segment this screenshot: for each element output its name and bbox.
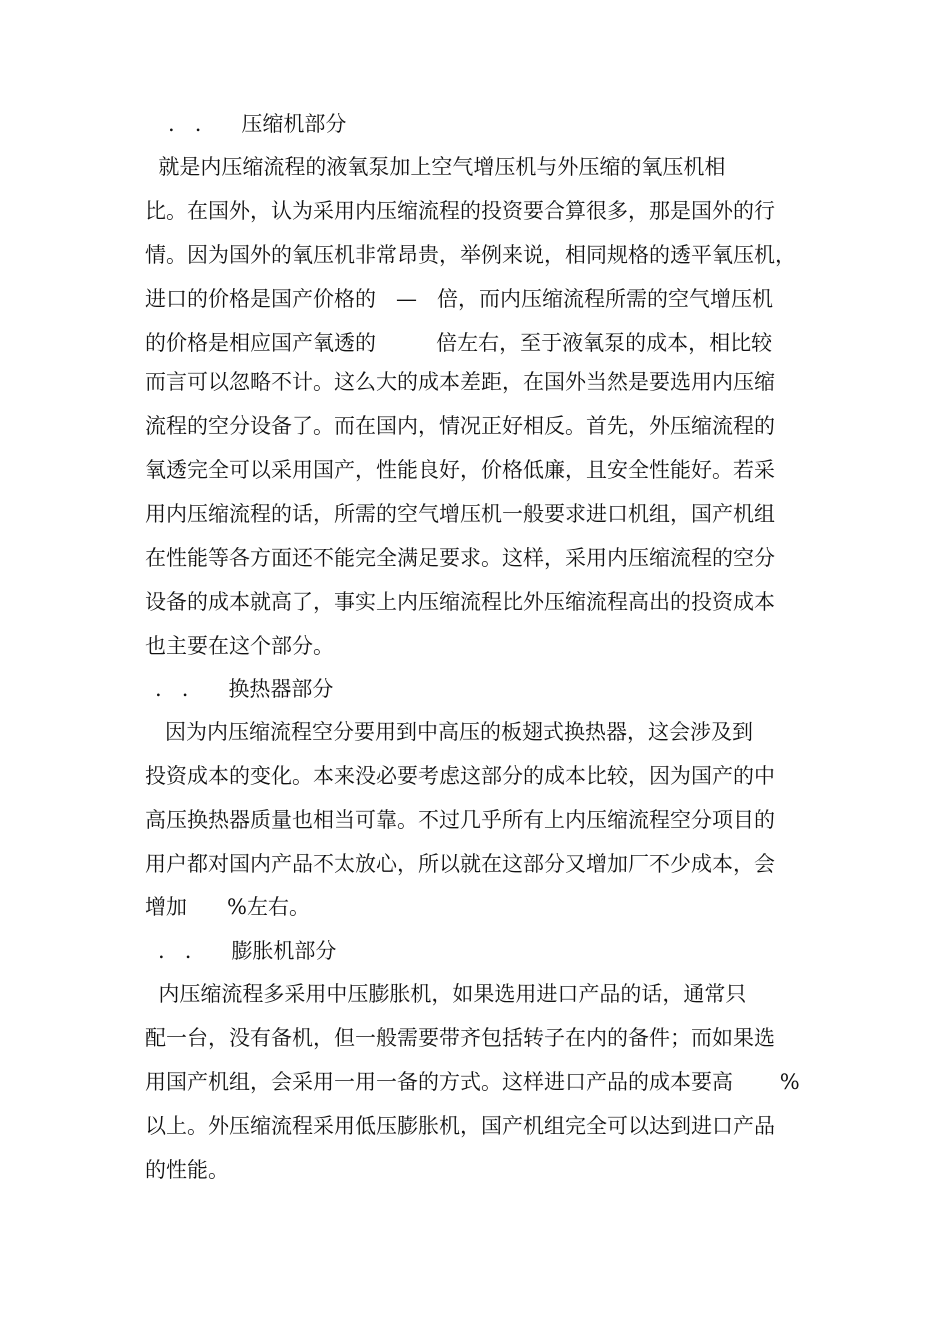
body-line: 情。因为国外的氧压机非常昂贵，举例来说，相同规格的透平氧压机， <box>145 243 796 267</box>
body-line: 而言可以忽略不计。这么大的成本差距，在国外当然是要选用内压缩 <box>145 370 775 394</box>
body-line: 就是内压缩流程的液氧泵加上空气增压机与外压缩的氧压机相 <box>145 155 726 179</box>
body-line: 的价格是相应国产氧透的 倍左右，至于液氧泵的成本，相比较 <box>145 331 773 355</box>
body-line: 比。在国外，认为采用内压缩流程的投资要合算很多，那是国外的行 <box>145 199 775 223</box>
body-line: 也主要在这个部分。 <box>145 634 334 658</box>
body-line: 配一台，没有备机，但一般需要带齐包括转子在内的备件；而如果选 <box>145 1026 775 1050</box>
body-line: 进口的价格是国产价格的 — 倍，而内压缩流程所需的空气增压机 <box>145 287 774 311</box>
section-heading-heat-exchanger: . . 换热器部分 <box>155 677 334 701</box>
body-line: 用国产机组，会采用一用一备的方式。这样进口产品的成本要高 % <box>145 1070 800 1094</box>
body-line: 内压缩流程多采用中压膨胀机，如果选用进口产品的话，通常只 <box>145 982 747 1006</box>
body-line: 以上。外压缩流程采用低压膨胀机，国产机组完全可以达到进口产品 <box>145 1114 775 1138</box>
body-line: 投资成本的变化。本来没必要考虑这部分的成本比较，因为国产的中 <box>145 764 775 788</box>
body-line: 用内压缩流程的话，所需的空气增压机一般要求进口机组，国产机组 <box>145 502 775 526</box>
body-line: 氧透完全可以采用国产，性能良好，价格低廉，且安全性能好。若采 <box>145 458 775 482</box>
body-line: 的性能。 <box>145 1158 229 1182</box>
body-line: 高压换热器质量也相当可靠。不过几乎所有上内压缩流程空分项目的 <box>145 808 775 832</box>
body-line: 设备的成本就高了，事实上内压缩流程比外压缩流程高出的投资成本 <box>145 590 775 614</box>
body-line: 流程的空分设备了。而在国内，情况正好相反。首先，外压缩流程的 <box>145 414 775 438</box>
body-line: 在性能等各方面还不能完全满足要求。这样，采用内压缩流程的空分 <box>145 546 775 570</box>
section-heading-expander: . . 膨胀机部分 <box>158 939 337 963</box>
section-heading-compressor: . . 压缩机部分 <box>168 112 347 136</box>
body-line: 用户都对国内产品不太放心，所以就在这部分又增加厂不少成本，会 <box>145 852 775 876</box>
body-line: 因为内压缩流程空分要用到中高压的板翅式换热器，这会涉及到 <box>145 720 754 744</box>
body-line: 增加 %左右。 <box>145 895 311 919</box>
